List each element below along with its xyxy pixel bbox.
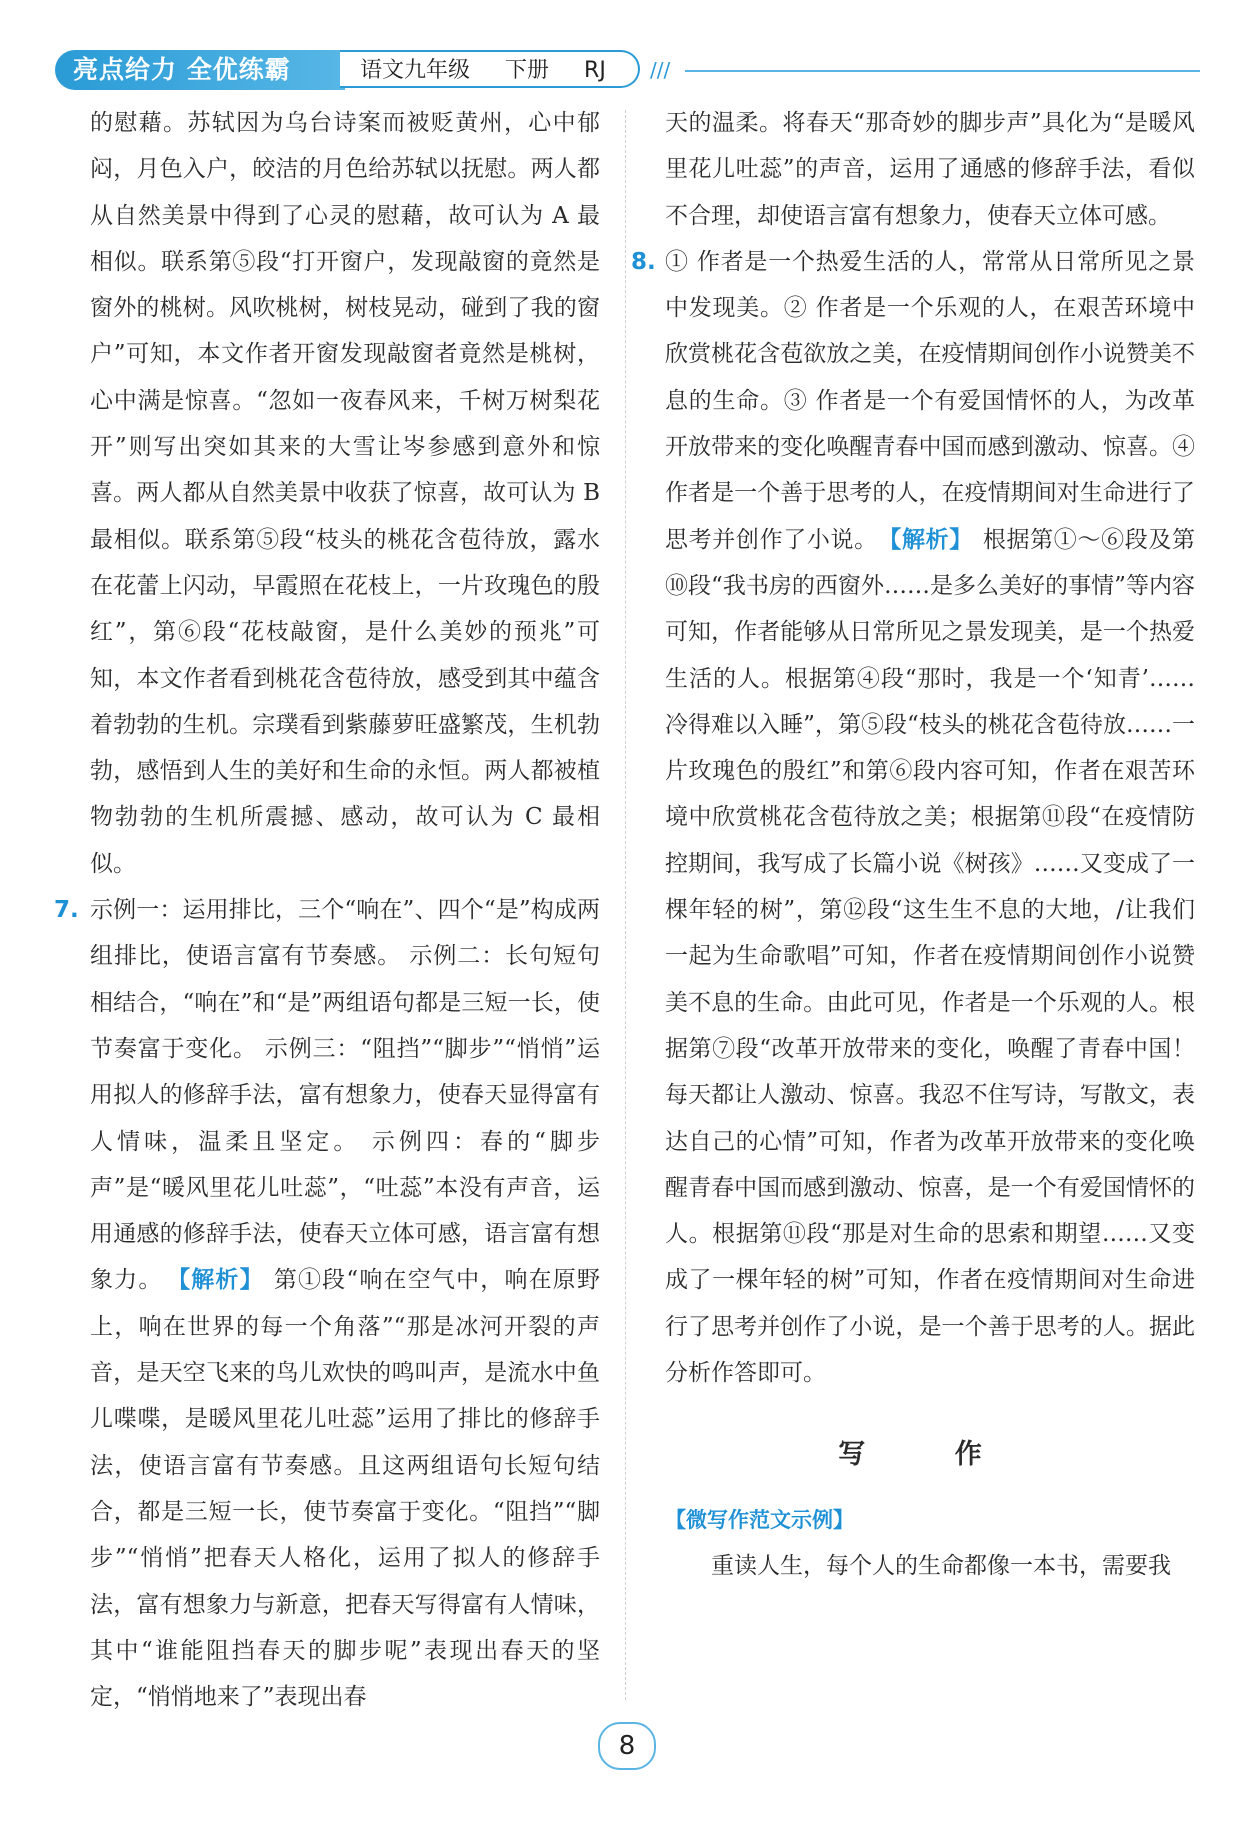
left-continued-text: 的慰藉。苏轼因为乌台诗案而被贬黄州，心中郁闷，月色入户，皎洁的月色给苏轼以抚慰。两人都从自然美景中得到了心灵的慰藉，故可认为 A 最相似。联系第⑤段“打开窗户，发现敲窗的竟然是窗外的桃树。风吹桃树，树枝晃动，碰到了我的窗户”可知，本文作者开窗发现敲窗者竟然是桃树，心中满是惊喜。“忽如一夜春风来，千树万树梨花开”则写出突如其来的大雪让岑参感到意外和惊喜。两人都从自然美景中收获了惊喜，故可认为 B 最相似。联系第⑤段“枝头的桃花含苞待放，露水在花蕾上闪动，早霞照在花枝上，一片玫瑰色的殷红”，第⑥段“花枝敲窗，是什么美妙的预兆”可知，本文作者看到桃花含苞待放，感受到其中蕴含着勃勃的生机。宗璞看到紫藤萝旺盛繁茂，生机勃勃，感悟到人生的美好和生命的永恒。两人都被植物勃勃的生机所震撼、感动，故可认为 C 最相似。 — [90, 110, 600, 877]
question-8 — [631, 239, 1196, 1396]
question-8-answer: ① 作者是一个热爱生活的人，常常从日常所见之景中发现美。② 作者是一个乐观的人，在艰苦环境中欣赏桃花含苞欲放之美，在疫情期间创作小说赞美不息的生命。③ 作者是一个有爱国情怀的人，为改革开放带来的变化唤醒青春中国而感到激动、惊喜。④ 作者是一个善于思考的人，在疫情期间对生命进行了思考并创作了小说。 — [665, 248, 1195, 553]
left-column — [54, 100, 600, 1720]
page-header — [55, 50, 1200, 92]
question-8-text — [665, 239, 1195, 1396]
page-number: 8 — [598, 1722, 656, 1770]
question-7 — [54, 887, 600, 1720]
brand-label: 亮点给力 全优练霸 — [55, 50, 345, 90]
sample-title: 【微写作范文示例】 — [665, 1507, 854, 1532]
right-continued-text: 天的温柔。将春天“那奇妙的脚步声”具化为“是暖风里花儿吐蕊”的声音，运用了通感的修辞手法，看似不合理，却使语言富有想象力，使春天立体可感。 — [665, 110, 1195, 229]
header-rule — [685, 70, 1200, 72]
sample-text: 重读人生，每个人的生命都像一本书，需要我 — [711, 1552, 1171, 1579]
question-7-analysis: 第①段“响在空气中，响在原野上，响在世界的每一个角落”“那是冰河开裂的声音，是天空飞来的鸟儿欢快的鸣叫声，是流水中鱼儿喋喋，是暖风里花儿吐蕊”运用了排比的修辞手法，使语言富有节奏感。且这两组语句长短句结合，都是三短一长，使节奏富于变化。“阻挡”“脚步”“悄悄”把春天人格化，运用了拟人的修辞手法，富有想象力与新意，把春天写得富有人情味，其中“谁能阻挡春天的脚步呢”表现出春天的坚定，“悄悄地来了”表现出春 — [90, 1267, 600, 1711]
question-7-answer: 示例一：运用排比，三个“响在”、四个“是”构成两组排比，使语言富有节奏感。 示例二：长句短句相结合，“响在”和“是”两组语句都是三短一长，使节奏富于变化。 示例三：“阻挡”“脚步”“悄悄”运用拟人的修辞手法，富有想象力，使春天显得富有人情味，温柔且坚定。 示例四：春的“脚步声”是“暖风里花儿吐蕊”，“吐蕊”本没有声音，运用通感的修辞手法，使春天立体可感，语言富有想象力。 — [90, 897, 600, 1294]
edition-label: RJ — [584, 58, 606, 83]
question-7-text — [90, 887, 600, 1720]
section-title: 写 作 — [838, 1439, 1022, 1471]
decor-slashes: /// — [650, 58, 671, 82]
analysis-tag-8: 【解析】 — [889, 526, 973, 553]
question-8-number: 8. — [631, 248, 656, 275]
column-divider — [625, 110, 626, 1700]
question-8-analysis: 根据第①～⑥段及第⑩段“我书房的西窗外……是多么美好的事情”等内容可知，作者能够从日常所见之景发现美，是一个热爱生活的人。根据第④段“那时，我是一个‘知青’……冷得难以入睡”，第⑤段“枝头的桃花含苞待放……一片玫瑰色的殷红”和第⑥段内容可知，作者在艰苦环境中欣赏桃花含苞待放之美；根据第⑪段“在疫情防控期间，我写成了长篇小说《树孩》……又变成了一棵年轻的树”，第⑫段“这生生不息的大地，/让我们一起为生命歌唱”可知，作者在疫情期间创作小说赞美不息的生命。由此可见，作者是一个乐观的人。根据第⑦段“改革开放带来的变化，唤醒了青春中国！每天都让人激动、惊喜。我忍不住写诗，写散文，表达自己的心情”可知，作者为改革开放带来的变化唤醒青春中国而感到激动、惊喜，是一个有爱国情怀的人。根据第⑪段“那是对生命的思索和期望……又变成了一棵年轻的树”可知，作者在疫情期间对生命进行了思考并创作了小说，是一个善于思考的人。据此分析作答即可。 — [665, 526, 1196, 1387]
right-column — [631, 100, 1196, 1589]
subject-label: 语文九年级 — [360, 58, 471, 83]
volume-label: 下册 — [505, 58, 550, 83]
question-7-number: 7. — [54, 897, 79, 924]
analysis-tag-7: 【解析】 — [178, 1267, 264, 1294]
book-info — [340, 50, 640, 88]
